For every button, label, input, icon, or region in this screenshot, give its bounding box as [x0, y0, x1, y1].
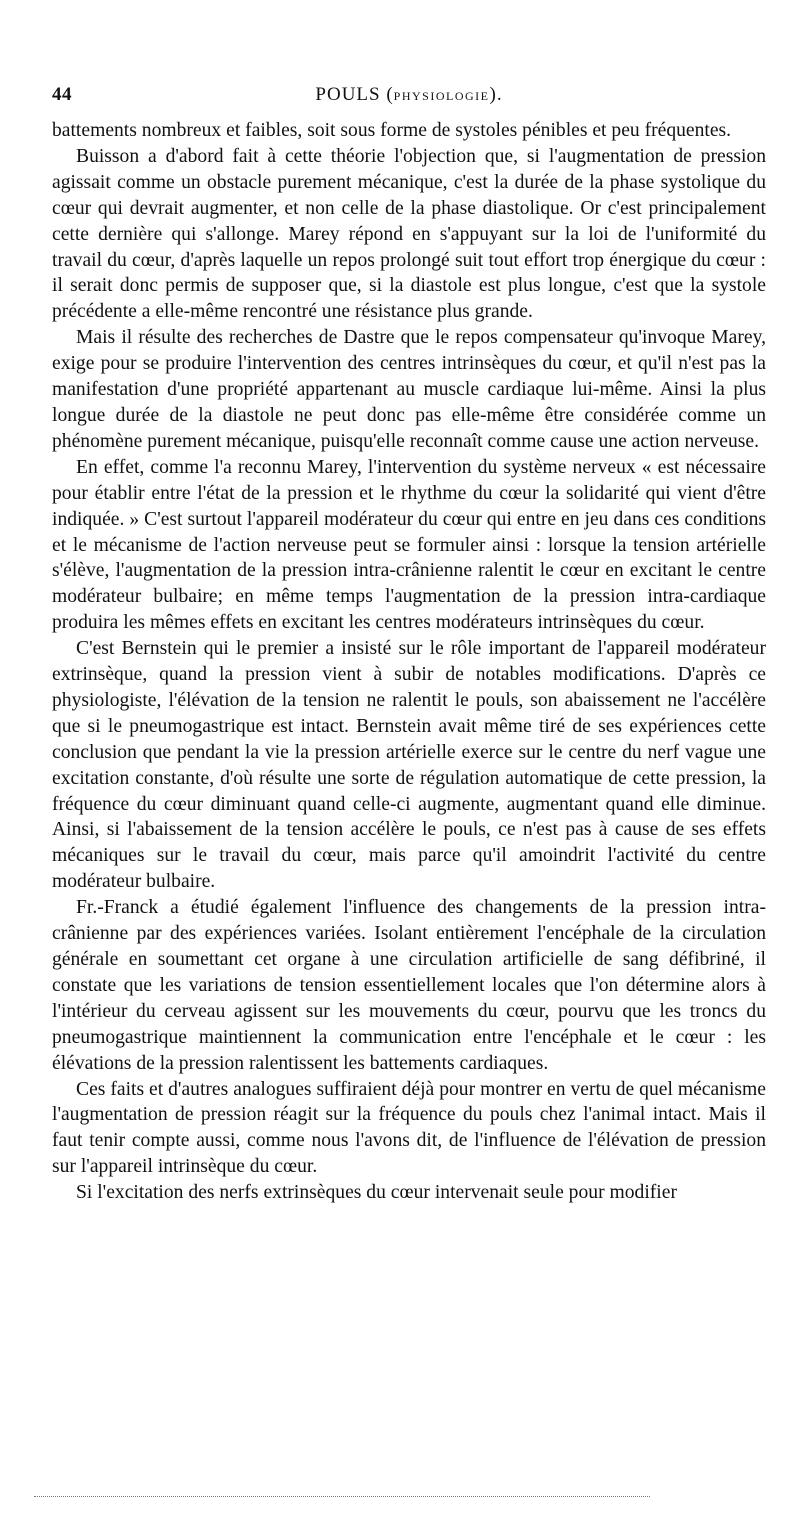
running-head	[52, 84, 766, 114]
body-text	[52, 118, 766, 1206]
paragraph-marey: En effet, comme l'a reconnu Marey, l'intervention du système nerveux « est nécessaire pour établir entre l'état de la pression et le rhythme du cœur la solidarité qui vient d'être indiquée. » C'est surtout l'appareil modérateur du cœur qui entre en jeu dans ces conditions et le mécanisme de l'action nerveuse peut se formuler ainsi : lorsque la tension artérielle s'élève, l'augmentation de la pression intra-crânienne ralentit le cœur en excitant le centre modérateur bulbaire; en même temps l'augmentation de la pression intra-cardiaque produira les mêmes effets en excitant les centres modérateurs intrinsèques du cœur.	[52, 456, 766, 634]
title-small-caps: PHYSIOLOGIE	[393, 89, 490, 103]
paragraph-franck: Fr.-Franck a étudié également l'influence des changements de la pression intra-crânienne par des expériences variées. Isolant entièrement l'encéphale de la circulation générale en soumettant cet organe à une circulation artificielle de sang défibriné, il constate que les variations de tension essentiellement locales que l'on détermine alors à l'intérieur du cerveau agissent sur les mouvements du cœur, pourvu que les troncs du pneumogastrique maintiennent la communication entre l'encéphale et le cœur : les élévations de la pression ralentissent les battements cardiaques.	[52, 897, 766, 1074]
paragraph-buisson: Buisson a d'abord fait à cette théorie l'objection que, si l'augmentation de pression agissait comme un obstacle purement mécanique, c'est la durée de la phase systolique du cœur qui devrait augmenter, et non celle de la phase diastolique. Or c'est principalement cette dernière qui s'allonge. Marey répond en s'appuyant sur la loi de l'uniformité du travail du cœur, d'après laquelle un repos prolongé suit tout effort trop énergique du cœur : il serait donc permis de supposer que, si la diastole est plus longue, c'est que la systole précédente a elle-même rencontré une résistance plus grande.	[52, 145, 766, 323]
paragraph-continuation: battements nombreux et faibles, soit sous forme de systoles pénibles et peu fréquentes.	[52, 120, 732, 141]
footer-dotted-rule	[34, 1496, 650, 1497]
page-title	[52, 84, 766, 106]
page-number: 44	[52, 84, 72, 105]
paragraph-final: Si l'excitation des nerfs extrinsèques du cœur intervenait seule pour modifier	[76, 1182, 677, 1204]
paragraph-analogues: Ces faits et d'autres analogues suffiraient déjà pour montrer en vertu de quel mécanisme l'augmentation de pression réagit sur la fréquence du pouls chez l'animal intact. Mais il faut tenir compte aussi, comme nous l'avons dit, de l'influence de l'élévation de pression sur l'appareil intrinsèque du cœur.	[52, 1078, 766, 1178]
title-main: POULS (	[315, 84, 394, 105]
paragraph-bernstein: C'est Bernstein qui le premier a insisté sur le rôle important de l'appareil modérateur extrinsèque, quand la pression vient à subir de notables modifications. D'après ce physiologiste, l'élévation de la tension ne ralentit le pouls, son abaissement ne l'accélère que si le pneumogastrique est intact. Bernstein avait même tiré de ses expériences cette conclusion que pendant la vie la pression artérielle exerce sur le centre du nerf vague une excitation constante, d'où résulte une sorte de régulation automatique de cette pression, la fréquence du cœur diminuant quand celle-ci augmente, augmentant quand elle diminue. Ainsi, si l'abaissement de la tension accélère le pouls, ce n'est pas à cause de ses effets mécaniques sur le travail du cœur, mais parce qu'il amoindrit l'activité du centre modérateur bulbaire.	[52, 638, 766, 893]
title-end: ).	[489, 84, 503, 105]
paragraph-dastre: Mais il résulte des recherches de Dastre que le repos compensateur qu'invoque Marey, exige pour se produire l'intervention des centres intrinsèques du cœur, et qu'il n'est pas la manifestation d'une propriété appartenant au muscle cardiaque lui-même. Ainsi la plus longue durée de la diastole ne peut donc pas elle-même être considérée comme un phénomène purement mécanique, puisqu'elle reconnaît comme cause une action nerveuse.	[52, 327, 766, 452]
